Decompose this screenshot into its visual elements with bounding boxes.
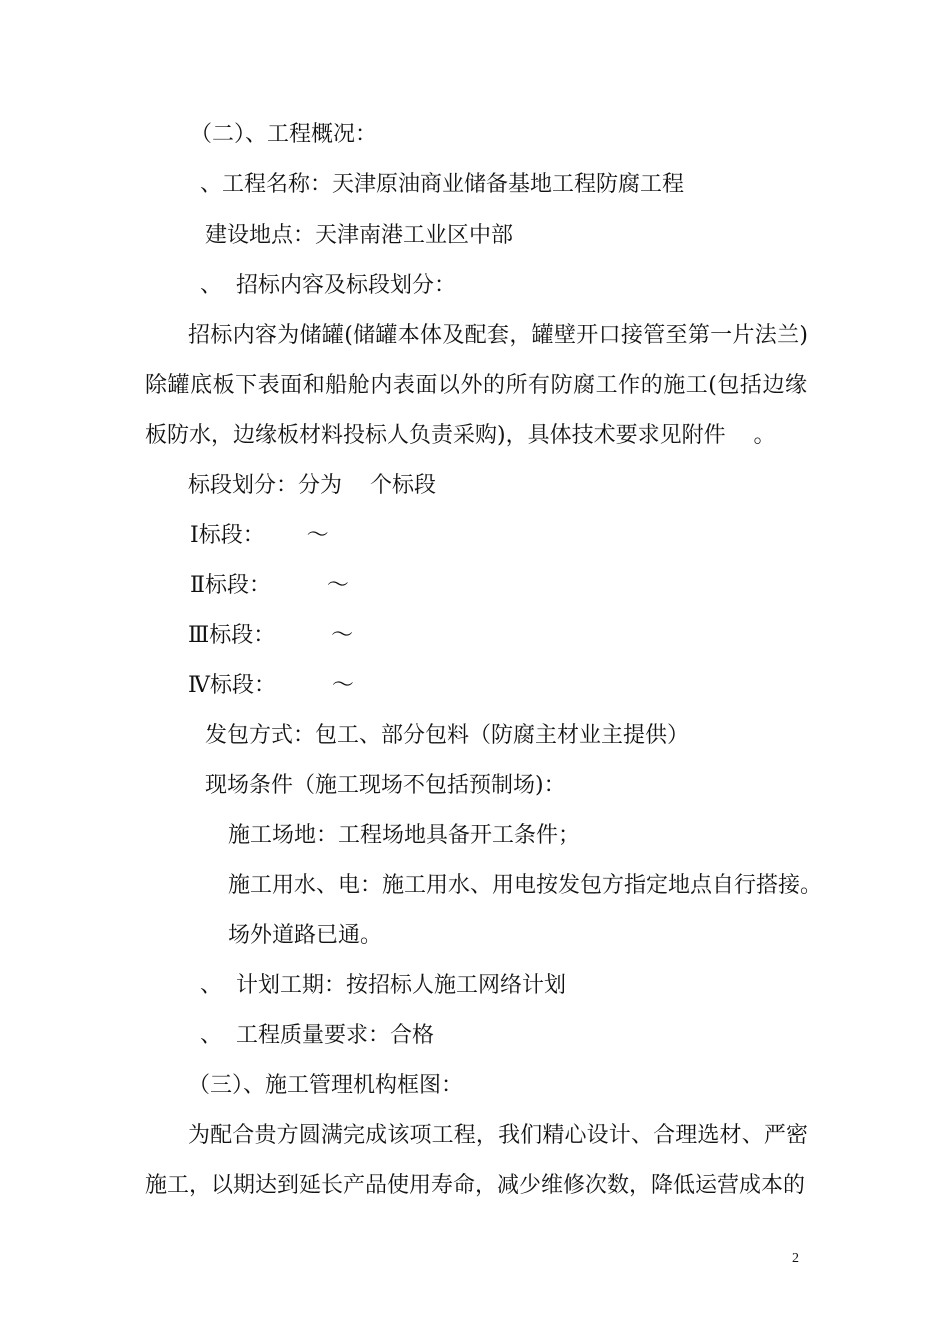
paragraph-line: 除罐底板下表面和船舱内表面以外的所有防腐工作的施工(包括边缘 — [145, 373, 807, 398]
construction-area-line: 施工场地：工程场地具备开工条件； — [228, 823, 581, 848]
paragraph-line: 为配合贵方圆满完成该项工程，我们精心设计、合理选材、严密 — [188, 1123, 808, 1148]
section-1-line: Ⅰ标段： ～ — [190, 523, 329, 548]
section-3-line: Ⅲ标段： ～ — [188, 623, 354, 648]
page-number: 2 — [792, 1251, 799, 1266]
paragraph-line: 招标内容为储罐(储罐本体及配套，罐壁开口接管至第一片法兰) — [188, 323, 808, 348]
section-heading-2: （二）、工程概况： — [190, 122, 378, 147]
section-4-line: Ⅳ标段： ～ — [188, 673, 354, 698]
section-2-line: Ⅱ标段： ～ — [190, 573, 349, 598]
bidding-content-heading: 、 招标内容及标段划分： — [200, 273, 456, 298]
paragraph-line: 板防水，边缘板材料投标人负责采购)，具体技术要求见附件 。 — [145, 423, 776, 448]
section-heading-3: （三）、施工管理机构框图： — [188, 1073, 464, 1098]
external-road-line: 场外道路已通。 — [228, 923, 383, 948]
planned-schedule-line: 、 计划工期：按招标人施工网络计划 — [200, 973, 566, 998]
contract-method-line: 发包方式：包工、部分包料（防腐主材业主提供） — [205, 723, 690, 748]
paragraph-line: 施工，以期达到延长产品使用寿命，减少维修次数，降低运营成本的 — [145, 1173, 806, 1198]
section-division-line: 标段划分：分为 个标段 — [188, 473, 436, 498]
quality-requirement-line: 、 工程质量要求：合格 — [200, 1023, 434, 1048]
site-conditions-line: 现场条件（施工现场不包括预制场)： — [205, 773, 566, 798]
water-power-line: 施工用水、电：施工用水、用电按发包方指定地点自行搭接。 — [228, 873, 823, 898]
construction-site-line: 建设地点：天津南港工业区中部 — [205, 223, 514, 248]
project-name-line: 、工程名称：天津原油商业储备基地工程防腐工程 — [200, 172, 685, 197]
